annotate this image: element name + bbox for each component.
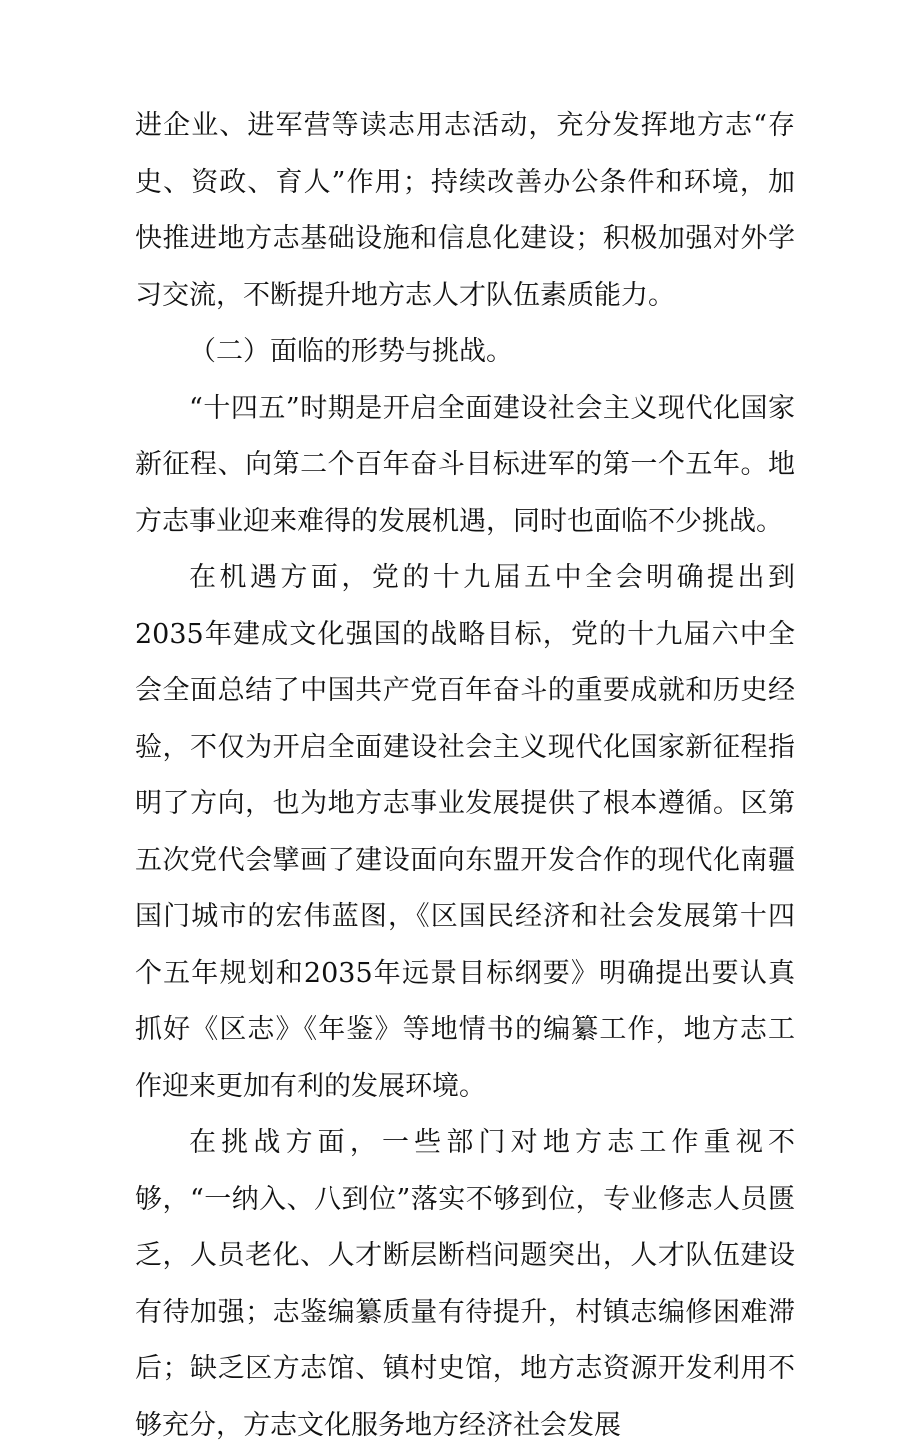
body-text <box>135 98 795 1454</box>
paragraph-situation: “十四五”时期是开启全面建设社会主义现代化国家新征程、向第二个百年奋斗目标进军的第一个五年。地方志事业迎来难得的发展机遇，同时也面临不少挑战。 <box>135 392 795 537</box>
paragraph-opportunities: 在机遇方面，党的十九届五中全会明确提出到2035年建成文化强国的战略目标，党的十九届六中全会全面总结了中国共产党百年奋斗的重要成就和历史经验，不仅为开启全面建设社会主义现代化国家新征程指明了方向，也为地方志事业发展提供了根本遵循。区第五次党代会擘画了建设面向东盟开发合作的现代化南疆国门城市的宏伟蓝图，《区国民经济和社会发展第十四个五年规划和2035年远景目标纲要》明确提出要认真抓好《区志》《年鉴》等地情书的编纂工作，地方志工作迎来更加有利的发展环境。 <box>135 562 795 1102</box>
paragraph-challenges: 在挑战方面，一些部门对地方志工作重视不够，“一纳入、八到位”落实不够到位，专业修志人员匮乏，人员老化、人才断层断档问题突出，人才队伍建设有待加强；志鉴编纂质量有待提升，村镇志编修困难滞后；缺乏区方志馆、镇村史馆，地方志资源开发利用不够充分，方志文化服务地方经济社会发展 <box>135 1127 795 1441</box>
paragraph-continued: 进企业、进军营等读志用志活动，充分发挥地方志“存史、资政、育人”作用；持续改善办公条件和环境，加快推进地方志基础设施和信息化建设；积极加强对外学习交流，不断提升地方志人才队伍素质能力。 <box>135 110 795 311</box>
section-heading: （二）面临的形势与挑战。 <box>189 336 513 367</box>
